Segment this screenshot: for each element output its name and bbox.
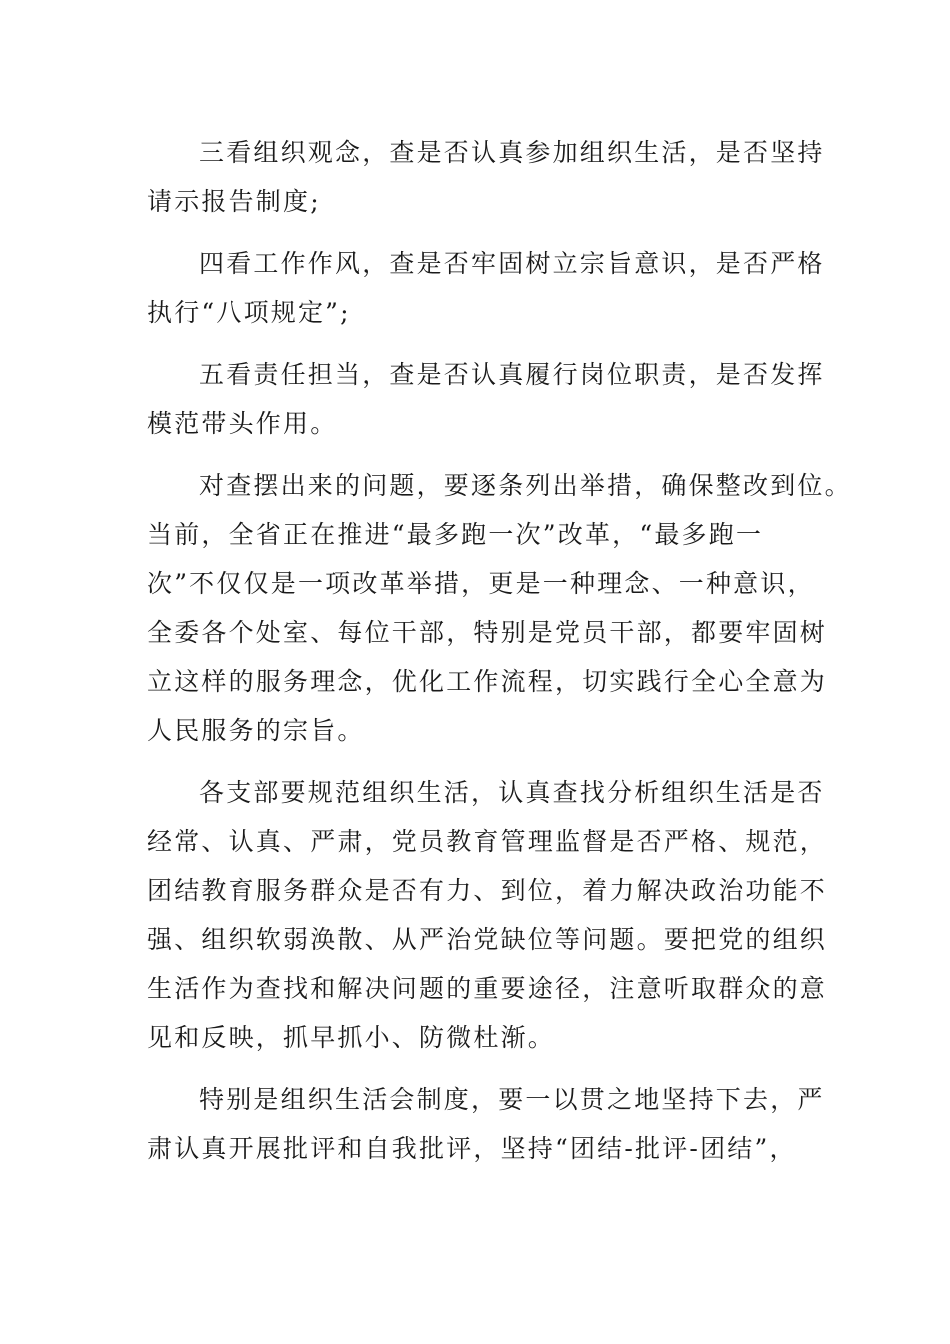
- text-line: 次”不仅仅是一项改革举措，更是一种理念、一种意识，: [147, 569, 815, 598]
- text-line: 强、组织软弱涣散、从严治党缺位等问题。要把党的组织: [147, 925, 828, 954]
- paragraph-1: [147, 128, 825, 226]
- text-line: 肃认真开展批评和自我批评，坚持“团结-批评-团结”，: [147, 1134, 797, 1163]
- text-line: 立这样的服务理念，优化工作流程，切实践行全心全意为: [147, 667, 828, 696]
- paragraph-6: [147, 1075, 825, 1173]
- paragraph-3: [147, 350, 825, 448]
- text-line: 人民服务的宗旨。: [147, 716, 365, 745]
- document-body: [147, 128, 852, 1186]
- text-line: 经常、认真、严肃，党员教育管理监督是否严格、规范，: [147, 827, 828, 856]
- text-line: 全委各个处室、每位干部，特别是党员干部，都要牢固树: [147, 618, 828, 647]
- text-line: 执行“八项规定”;: [147, 298, 351, 327]
- paragraph-2: [147, 239, 825, 337]
- text-line: 见和反映，抓早抓小、防微杜渐。: [147, 1023, 556, 1052]
- text-line: 当前，全省正在推进“最多跑一次”改革，“最多跑一: [147, 520, 764, 549]
- text-line: 团结教育服务群众是否有力、到位，着力解决政治功能不: [147, 876, 828, 905]
- text-line: 四看工作作风，查是否牢固树立宗旨意识，是否严格: [199, 249, 825, 278]
- text-line: 模范带头作用。: [147, 409, 338, 438]
- text-line: 五看责任担当，查是否认真履行岗位职责，是否发挥: [199, 360, 825, 389]
- text-line: 对查摆出来的问题，要逐条列出举措，确保整改到位。: [199, 471, 852, 500]
- paragraph-5: [147, 768, 828, 1062]
- paragraph-4: [147, 461, 852, 755]
- text-line: 各支部要规范组织生活，认真查找分析组织生活是否: [199, 778, 825, 807]
- text-line: 生活作为查找和解决问题的重要途径，注意听取群众的意: [147, 974, 828, 1003]
- text-line: 请示报告制度;: [147, 187, 321, 216]
- text-line: 特别是组织生活会制度，要一以贯之地坚持下去，严: [199, 1085, 825, 1114]
- text-line: 三看组织观念，查是否认真参加组织生活，是否坚持: [199, 138, 825, 167]
